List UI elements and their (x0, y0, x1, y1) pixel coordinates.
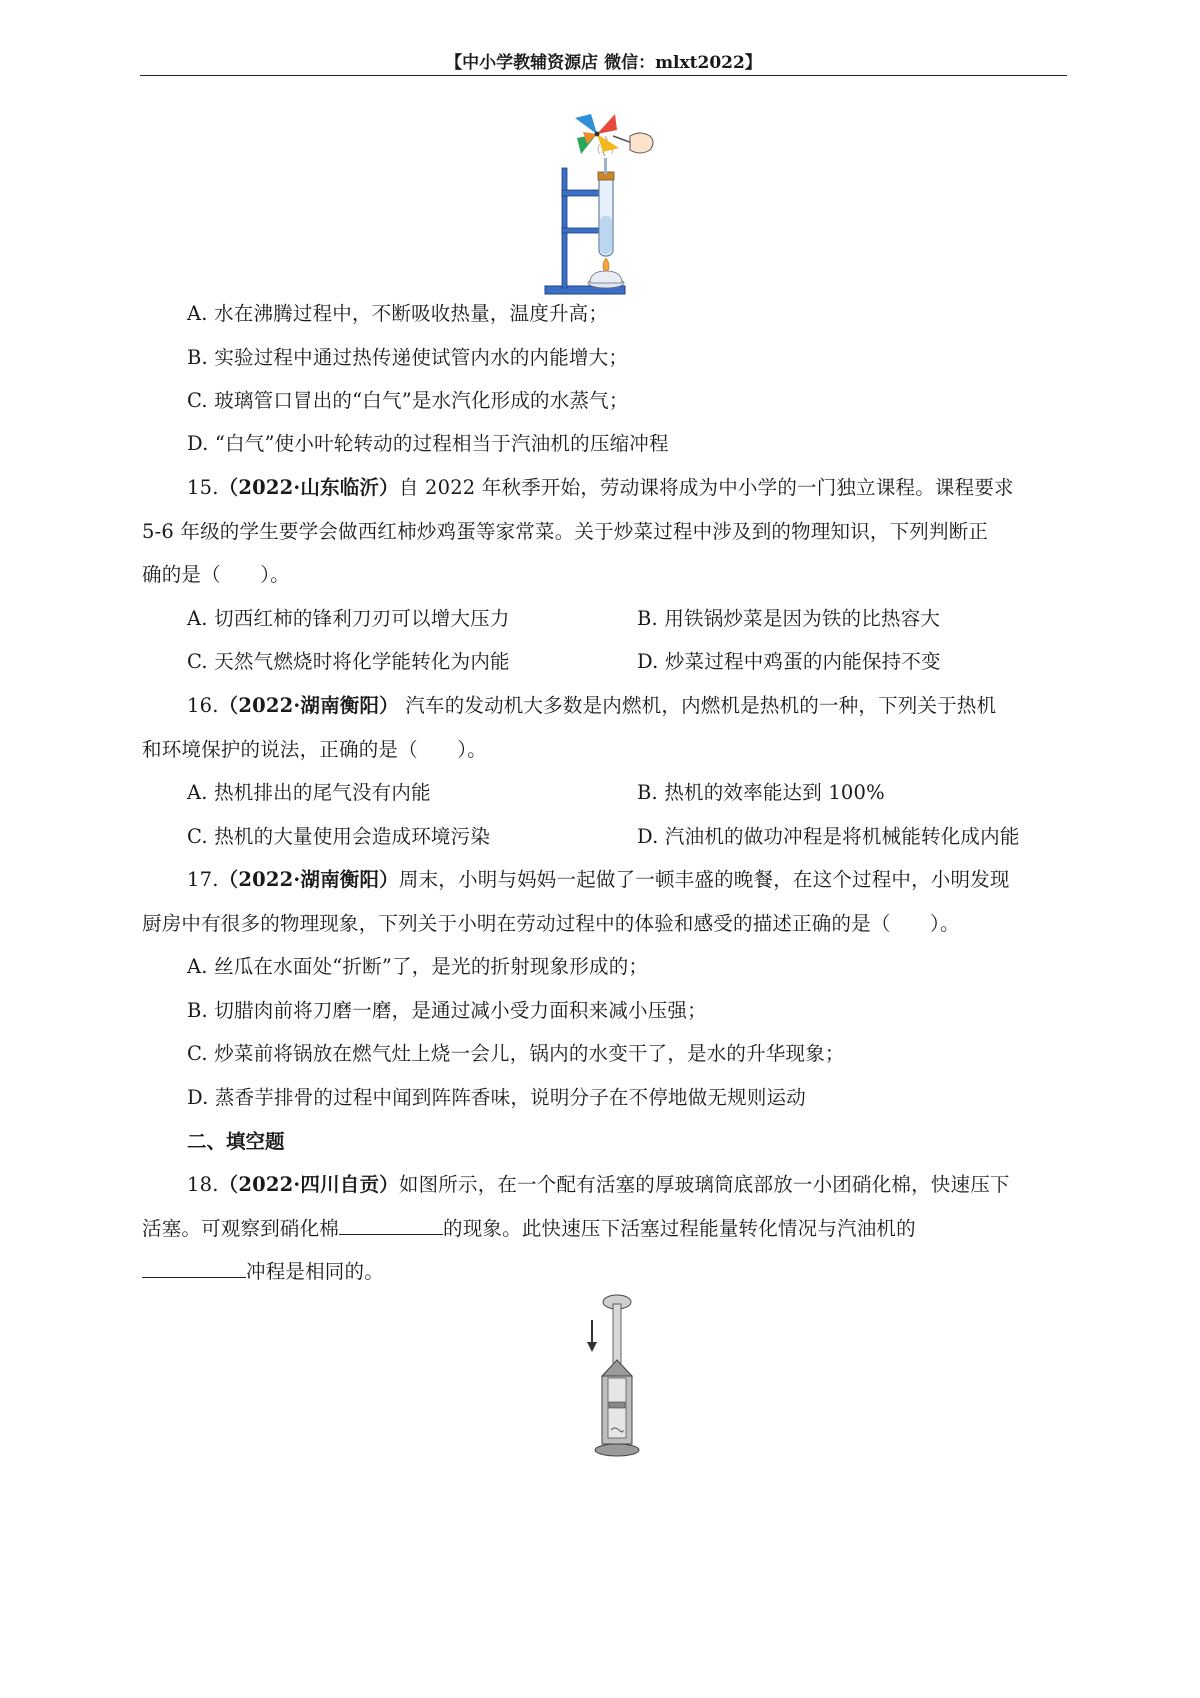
q17-source: （2022·湖南衡阳） (218, 868, 399, 891)
q14-option-b: B. 实验过程中通过热传递使试管内水的内能增大； (187, 346, 629, 369)
q16-source: （2022·湖南衡阳） (218, 694, 399, 717)
q18-stem-line1 (187, 1169, 1010, 1197)
q16-stem-line2: 和环境保护的说法，正确的是（ ）。 (142, 738, 487, 761)
q18-number: 18. (187, 1173, 219, 1196)
q16-option-c: C. 热机的大量使用会造成环境污染 (187, 825, 491, 848)
q17-stem-line2: 厨房中有很多的物理现象，下列关于小明在劳动过程中的体验和感受的描述正确的是（ ）。 (142, 912, 960, 935)
q16-number: 16. (187, 694, 219, 717)
q17-number: 17. (187, 868, 219, 891)
page-header: 【中小学教辅资源店 微信：mlxt2022】 (445, 53, 762, 73)
q14-option-a: A. 水在沸腾过程中，不断吸收热量，温度升高； (187, 302, 609, 325)
q15-option-b: B. 用铁锅炒菜是因为铁的比热容大 (637, 607, 941, 630)
boiling-tube-pinwheel-figure (535, 108, 705, 303)
q15-option-a: A. 切西红柿的锋利刀刃可以增大压力 (187, 607, 510, 630)
q15-source: （2022·山东临沂） (218, 476, 399, 499)
q18-stem-text2b: 的现象。此快速压下活塞过程能量转化情况与汽油机的 (443, 1217, 916, 1240)
q16-option-a: A. 热机排出的尾气没有内能 (187, 781, 431, 804)
q14-option-d: D. “白气”使小叶轮转动的过程相当于汽油机的压缩冲程 (187, 432, 669, 455)
q14-option-c: C. 玻璃管口冒出的“白气”是水汽化形成的水蒸气； (187, 389, 629, 412)
q15-stem-line2: 5-6 年级的学生要学会做西红柿炒鸡蛋等家常菜。关于炒菜过程中涉及到的物理知识，下列判断正 (142, 520, 989, 543)
q17-option-a: A. 丝瓜在水面处“折断”了，是光的折射现象形成的； (187, 955, 649, 978)
q15-number: 15. (187, 476, 219, 499)
q18-stem-text2a: 活塞。可观察到硝化棉 (142, 1217, 340, 1240)
q16-stem-line1 (187, 690, 996, 718)
q18-answer-blank-1[interactable] (339, 1216, 443, 1235)
q16-stem-text1: 汽车的发动机大多数是内燃机，内燃机是热机的一种，下列关于热机 (398, 694, 997, 717)
q15-stem-line3: 确的是（ ）。 (142, 563, 290, 586)
q17-option-b: B. 切腊肉前将刀磨一磨，是通过减小受力面积来减小压强； (187, 999, 707, 1022)
q17-stem-line1 (187, 864, 1010, 892)
q15-option-d: D. 炒菜过程中鸡蛋的内能保持不变 (637, 650, 941, 673)
q18-answer-blank-2[interactable] (142, 1259, 246, 1278)
q15-option-c: C. 天然气燃烧时将化学能转化为内能 (187, 650, 510, 673)
q18-stem-line3 (142, 1256, 384, 1284)
glass-cylinder-piston-figure (580, 1290, 650, 1460)
header-rule (140, 75, 1067, 76)
q18-source: （2022·四川自贡） (218, 1173, 399, 1196)
q17-stem-text1: 周末，小明与妈妈一起做了一顿丰盛的晚餐，在这个过程中，小明发现 (398, 868, 1010, 891)
q16-option-d: D. 汽油机的做功冲程是将机械能转化成内能 (637, 825, 1020, 848)
q17-option-c: C. 炒菜前将锅放在燃气灶上烧一会儿，锅内的水变干了，是水的升华现象； (187, 1042, 845, 1065)
q16-option-b: B. 热机的效率能达到 100% (637, 781, 885, 804)
q15-stem-text1: 自 2022 年秋季开始，劳动课将成为中小学的一门独立课程。课程要求 (398, 476, 1014, 499)
q15-stem-line1 (187, 472, 1014, 500)
q18-stem-text1: 如图所示，在一个配有活塞的厚玻璃筒底部放一小团硝化棉，快速压下 (398, 1173, 1010, 1196)
q18-stem-text3b: 冲程是相同的。 (246, 1260, 384, 1283)
q18-stem-line2 (142, 1213, 916, 1241)
q17-option-d: D. 蒸香芋排骨的过程中闻到阵阵香味，说明分子在不停地做无规则运动 (187, 1086, 806, 1109)
section-title-fill-in: 二、填空题 (187, 1130, 285, 1153)
